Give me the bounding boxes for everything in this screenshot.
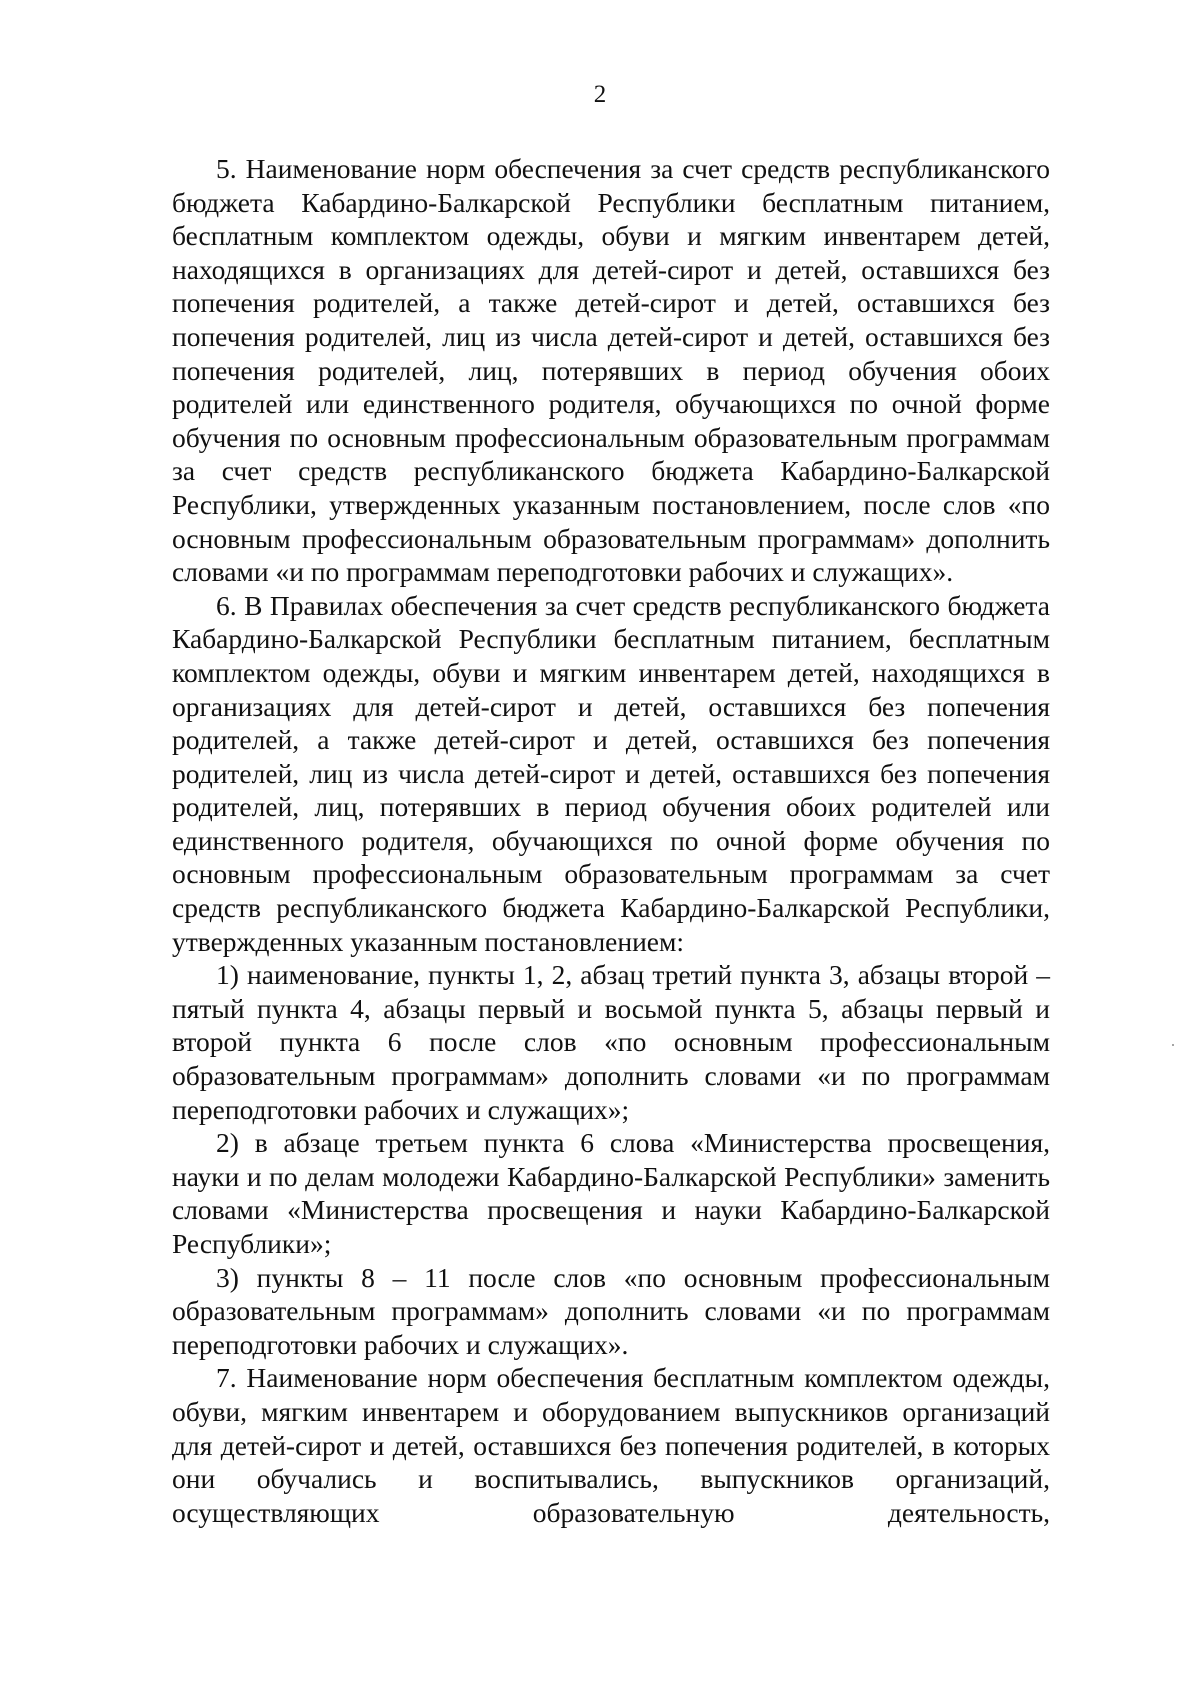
- continued-paragraph-wrapper: [172, 1361, 1050, 1529]
- document-body: [172, 152, 1050, 1529]
- paragraph-subitem-1: 1) наименование, пункты 1, 2, абзац третий пункта 3, абзацы второй – пятый пункта 4, абзацы первый и восьмой пункта 5, абзацы первый и второй пункта 6 после слов «по основным профессиональным образовательным программам» дополнить словами «и по программам переподготовки рабочих и служащих»;: [172, 959, 1050, 1125]
- paragraph-item-7: 7. Наименование норм обеспечения бесплатным комплектом одежды, обуви, мягким инвентарем и оборудованием выпускников организаций для детей-сирот и детей, оставшихся без попечения родителей, в которых они обучались и воспитывались, выпускников организаций, осуществляющих образовательную деятельность,: [172, 1362, 1050, 1528]
- paragraph-item-5: 5. Наименование норм обеспечения за счет средств республиканского бюджета Кабардино-Балкарской Республики бесплатным питанием, бесплатным комплектом одежды, обуви и мягким инвентарем детей, находящихся в организациях для детей-сирот и детей, оставшихся без попечения родителей, а также детей-сирот и детей, оставшихся без попечения родителей, лиц из числа детей-сирот и детей, оставшихся без попечения родителей, лиц, потерявших в период обучения обоих родителей или единственного родителя, обучающихся по очной форме обучения по основным профессиональным образовательным программам за счет средств республиканского бюджета Кабардино-Балкарской Республики, утвержденных указанным постановлением, после слов «по основным профессиональным образовательным программам» дополнить словами «и по программам переподготовки рабочих и служащих».: [172, 153, 1050, 588]
- scan-artifact-dot: [1172, 1044, 1174, 1046]
- paragraph-item-6: 6. В Правилах обеспечения за счет средств республиканского бюджета Кабардино-Балкарской Республики бесплатным питанием, бесплатным комплектом одежды, обуви и мягким инвентарем детей, находящихся в организациях для детей-сирот и детей, оставшихся без попечения родителей, а также детей-сирот и детей, оставшихся без попечения родителей, лиц из числа детей-сирот и детей, оставшихся без попечения родителей, лиц, потерявших в период обучения обоих родителей или единственного родителя, обучающихся по очной форме обучения по основным профессиональным образовательным программам за счет средств республиканского бюджета Кабардино-Балкарской Республики, утвержденных указанным постановлением:: [172, 589, 1050, 957]
- page-number: 2: [593, 81, 607, 108]
- paragraph-subitem-3: 3) пункты 8 – 11 после слов «по основным профессиональным образовательным программам» дополнить словами «и по программам переподготовки рабочих и служащих».: [172, 1261, 1050, 1360]
- paragraph-subitem-2: 2) в абзаце третьем пункта 6 слова «Министерства просвещения, науки и по делам молодежи Кабардино-Балкарской Республики» заменить словами «Министерства просвещения и науки Кабардино-Балкарской Республики»;: [172, 1127, 1050, 1259]
